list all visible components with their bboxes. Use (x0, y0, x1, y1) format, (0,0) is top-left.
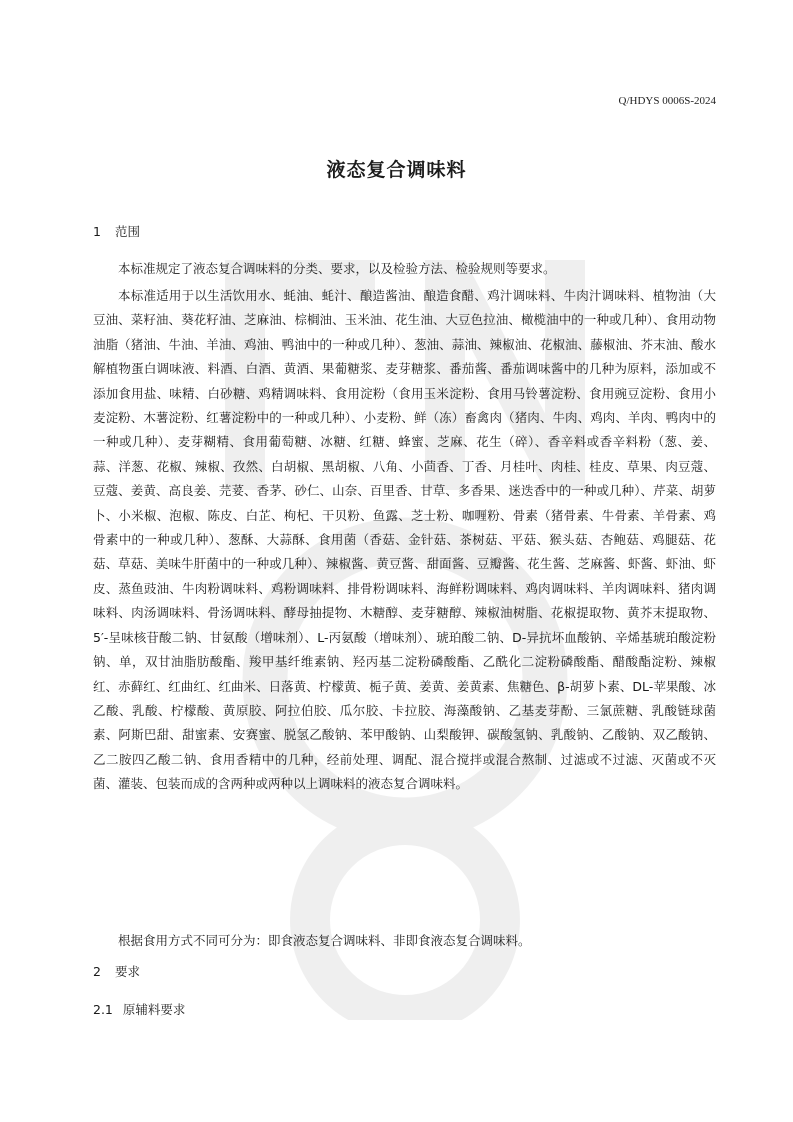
section-number: 1 (93, 224, 101, 239)
paragraph-scope-intro: 本标准规定了液态复合调味料的分类、要求，以及检验方法、检验规则等要求。 (118, 261, 556, 276)
section-label: 原辅料要求 (122, 1002, 186, 1017)
document-code: Q/HDYS 0006S-2024 (618, 95, 716, 107)
section-label: 范围 (114, 224, 140, 239)
section-heading-raw-materials (93, 1000, 185, 1018)
paragraph-scope-applicability: 本标准适用于以生活饮用水、蚝油、蚝汁、酿造酱油、酿造食醋、鸡汁调味料、牛肉汁调味料、植物油（大豆油、菜籽油、葵花籽油、芝麻油、棕榈油、玉米油、花生油、大豆色拉油、橄榄油中的一种或几种）、食用动物油脂（猪油、牛油、羊油、鸡油、鸭油中的一种或几种）、葱油、蒜油、辣椒油、花椒油、藤椒油、芥末油、酸水解植物蛋白调味液、料酒、白酒、黄酒、果葡糖浆、麦芽糖浆、番茄酱、番茄调味酱中的几种为原料，添加或不添加食用盐、味精、白砂糖、鸡精调味料、食用淀粉（食用玉米淀粉、食用马铃薯淀粉、食用豌豆淀粉、食用小麦淀粉、木薯淀粉、红薯淀粉中的一种或几种）、小麦粉、鲜（冻）畜禽肉（猪肉、牛肉、鸡肉、羊肉、鸭肉中的一种或几种）、麦芽糊精、食用葡萄糖、冰糖、红糖、蜂蜜、芝麻、花生（碎）、香辛料或香辛料粉（葱、姜、蒜、洋葱、花椒、辣椒、孜然、白胡椒、黑胡椒、八角、小茴香、丁香、月桂叶、肉桂、桂皮、草果、肉豆蔻、豆蔻、姜黄、高良姜、芫荽、香茅、砂仁、山奈、百里香、甘草、多香果、迷迭香中的一种或几种）、芹菜、胡萝卜、小米椒、泡椒、陈皮、白芷、枸杞、干贝粉、鱼露、芝士粉、咖喱粉、骨素（猪骨素、牛骨素、羊骨素、鸡骨素中的一种或几种）、葱酥、大蒜酥、食用菌（香菇、金针菇、茶树菇、平菇、猴头菇、杏鲍菇、鸡腿菇、花菇、草菇、美味牛肝菌中的一种或几种）、辣椒酱、黄豆酱、甜面酱、豆瓣酱、花生酱、芝麻酱、虾酱、虾油、虾皮、蒸鱼豉油、牛肉粉调味料、鸡粉调味料、排骨粉调味料、海鲜粉调味料、鸡肉调味料、羊肉调味料、猪肉调味料、肉汤调味料、骨汤调味料、酵母抽提物、木糖醇、麦芽糖醇、辣椒油树脂、花椒提取物、黄芥末提取物、5′-呈味核苷酸二钠、甘氨酸（增味剂）、L-丙氨酸（增味剂）、琥珀酸二钠、D-异抗坏血酸钠、辛烯基琥珀酸淀粉钠、单，双甘油脂肪酸酯、羧甲基纤维素钠、羟丙基二淀粉磷酸酯、乙酰化二淀粉磷酸酯、醋酸酯淀粉、辣椒红、赤藓红、红曲红、红曲米、日落黄、柠檬黄、栀子黄、姜黄、姜黄素、焦糖色、β-胡萝卜素、DL-苹果酸、冰乙酸、乳酸、柠檬酸、黄原胶、阿拉伯胶、瓜尔胶、卡拉胶、海藻酸钠、乙基麦芽酚、三氯蔗糖、乳酸链球菌素、阿斯巴甜、甜蜜素、安赛蜜、脱氢乙酸钠、苯甲酸钠、山梨酸钾、碳酸氢钠、乳酸钠、乙酸钠、双乙酸钠、乙二胺四乙酸二钠、食用香精中的几种，经前处理、调配、混合搅拌或混合熬制、过滤或不过滤、灭菌或不灭菌、灌装、包装而成的含两种或两种以上调味料的液态复合调味料。 (93, 288, 716, 792)
section-number: 2 (93, 964, 101, 979)
section-heading-requirements (93, 962, 140, 980)
section-label: 要求 (114, 964, 140, 979)
section-heading-scope (93, 222, 140, 240)
page-title: 液态复合调味料 (326, 159, 467, 181)
paragraph-classification: 根据食用方式不同可分为：即食液态复合调味料、非即食液态复合调味料。 (118, 933, 531, 948)
section-number: 2.1 (93, 1002, 113, 1017)
